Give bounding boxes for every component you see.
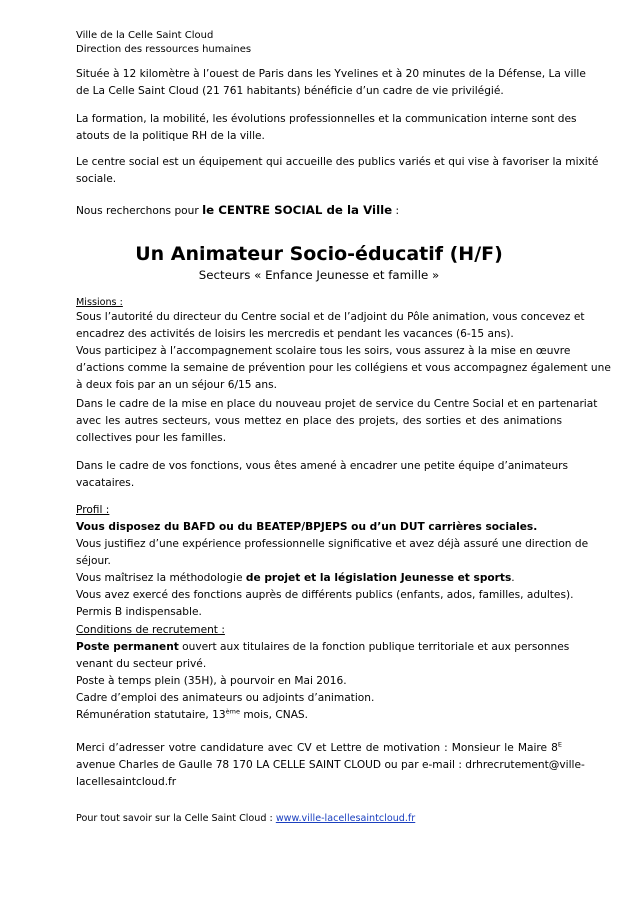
intro-paragraph-1: Située à 12 kilomètre à l’ouest de Paris dans les Yvelines et à 20 minutes de la Défense, La ville de La Celle Saint Cloud (21 761 habitants) bénéficie d’un cadre de vie privilégié.	[76, 68, 586, 97]
header-department: Direction des ressources humaines	[76, 44, 252, 55]
search-target: le CENTRE SOCIAL de la Ville	[202, 203, 393, 217]
search-statement: Nous recherchons pour le CENTRE SOCIAL de la Ville :	[76, 203, 400, 217]
profil-diplomas: Vous disposez du BAFD ou du BEATEP/BPJEPS ou d’un DUT carrières sociales.	[76, 521, 538, 533]
profil-section: Profil : Vous disposez du BAFD ou du BEATEP/BPJEPS ou d’un DUT carrières sociales. Vous justifiez d’une expérience professionnelle significative et avez déjà assuré une direction de séjour. Vous maîtrisez la méthodologie de projet et la législation Jeunesse et sports. Vous avez exercé des fonctions auprès de différents publics (enfants, ados, familles, adultes). Permis B indispensable.	[76, 504, 589, 618]
header-city: Ville de la Celle Saint Cloud	[76, 30, 214, 41]
profil-heading: Profil :	[76, 504, 110, 516]
footer: Pour tout savoir sur la Celle Saint Cloud : www.ville-lacellesaintcloud.fr	[76, 813, 416, 824]
conditions-heading: Conditions de recrutement :	[76, 624, 225, 636]
missions-paragraph-3: Dans le cadre de vos fonctions, vous êtes amené à encadrer une petite équipe d’animateurs vacataires.	[76, 460, 569, 489]
missions-paragraph-2: Dans le cadre de la mise en place du nouveau projet de service du Centre Social et en partenariat avec les autres secteurs, vous mettez en place des projets, des sorties et des animations collectives pour les familles.	[76, 398, 598, 444]
job-subtitle: Secteurs « Enfance Jeunesse et famille »	[198, 268, 440, 282]
job-title: Un Animateur Socio-éducatif (H/F)	[135, 243, 503, 265]
intro-paragraph-2: La formation, la mobilité, les évolutions professionnelles et la communication interne sont des atouts de la politique RH de la ville.	[76, 113, 577, 142]
conditions-section: Conditions de recrutement : Poste permanent ouvert aux titulaires de la fonction publique territoriale et aux personnes venant du secteur privé. Poste à temps plein (35H), à pourvoir en Mai 2016. Cadre d’emploi des animateurs ou adjoints d’animation. Rémunération statutaire, 13ème mois, CNAS.	[76, 624, 570, 721]
website-link[interactable]: www.ville-lacellesaintcloud.fr	[275, 813, 416, 824]
missions-heading: Missions :	[76, 297, 123, 308]
missions-paragraph-1: Sous l’autorité du directeur du Centre social et de l’adjoint du Pôle animation, vous concevez et encadrez des activités de loisirs les mercredis et pendant les vacances (6-15 ans). Vous participez à l’accompagnement scolaire tous les soirs, vous assurez à la mise en œuvre d’actions comme la semaine de prévention pour les collégiens et vous accompagnez également une à deux fois par an un séjour 6/15 ans.	[76, 311, 611, 391]
contact-paragraph: Merci d’adresser votre candidature avec CV et Lettre de motivation : Monsieur le Maire $8^E$ avenue Charles de Gaulle 78 170 LA CELLE SAINT CLOUD ou par e-mail : drhrecrutement@ville- lacellesaintcloud.fr	[76, 740, 585, 788]
intro-paragraph-3: Le centre social est un équipement qui accueille des publics variés et qui vise à favoriser la mixité sociale.	[76, 156, 599, 185]
